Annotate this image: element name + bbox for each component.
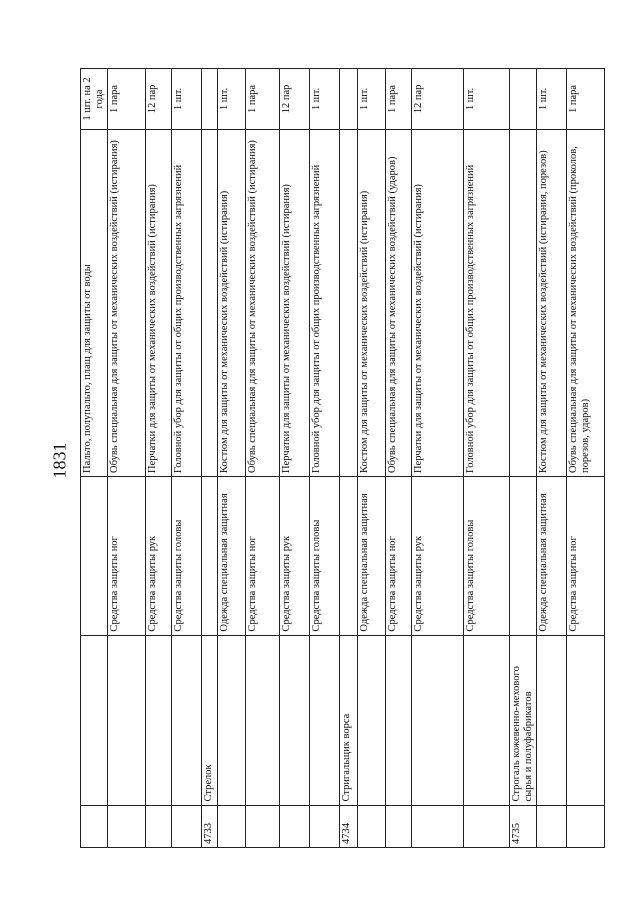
cell-profession: Стрелок xyxy=(202,635,218,805)
table-row xyxy=(310,69,340,848)
cell-quantity: 1 шт. на 2 года xyxy=(81,69,108,130)
cell-profession: Стригальщик ворса xyxy=(340,635,358,805)
table-row xyxy=(412,69,464,848)
ppe-table xyxy=(80,68,605,848)
cell-number xyxy=(81,805,108,847)
cell-number xyxy=(108,805,146,847)
cell-number xyxy=(412,805,464,847)
cell-number xyxy=(172,805,202,847)
table-row xyxy=(146,69,172,848)
cell-profession xyxy=(310,635,340,805)
cell-profession xyxy=(567,635,605,805)
cell-ppe-description: Головной убор для защиты от общих производственных загрязнений xyxy=(310,129,340,476)
cell-ppe-description: Обувь специальная для защиты от механических воздействий (истирания) xyxy=(108,129,146,476)
cell-ppe-type: Средства защиты головы xyxy=(464,476,510,635)
cell-ppe-description: Перчатки для защиты от механических воздействий (истирания) xyxy=(146,129,172,476)
cell-ppe-type: Средства защиты рук xyxy=(412,476,464,635)
cell-ppe-type: Средства защиты ног xyxy=(108,476,146,635)
cell-ppe-description: Головной убор для защиты от общих производственных загрязнений xyxy=(464,129,510,476)
cell-profession xyxy=(146,635,172,805)
cell-ppe-type xyxy=(340,476,358,635)
cell-ppe-description xyxy=(202,129,218,476)
table-row xyxy=(280,69,310,848)
cell-profession xyxy=(464,635,510,805)
cell-profession xyxy=(108,635,146,805)
cell-number: 4735 xyxy=(510,805,537,847)
cell-profession xyxy=(172,635,202,805)
cell-ppe-type: Одежда специальная защитная xyxy=(537,476,567,635)
table-row xyxy=(358,69,386,848)
cell-number: 4733 xyxy=(202,805,218,847)
page-number: 1831 xyxy=(49,442,70,478)
cell-ppe-type: Средства защиты головы xyxy=(310,476,340,635)
cell-quantity: 12 пар xyxy=(146,69,172,130)
cell-number xyxy=(537,805,567,847)
cell-quantity: 1 пара xyxy=(246,69,280,130)
cell-ppe-description: Обувь специальная для защиты от механических воздействий (истирания) xyxy=(246,129,280,476)
cell-profession xyxy=(280,635,310,805)
cell-number xyxy=(567,805,605,847)
table-row xyxy=(172,69,202,848)
cell-ppe-type: Средства защиты головы xyxy=(172,476,202,635)
cell-quantity: 12 пар xyxy=(412,69,464,130)
cell-ppe-type xyxy=(202,476,218,635)
cell-ppe-type: Средства защиты ног xyxy=(567,476,605,635)
cell-quantity xyxy=(340,69,358,130)
cell-ppe-description: Головной убор для защиты от общих производственных загрязнений xyxy=(172,129,202,476)
cell-ppe-description: Перчатки для защиты от механических воздействий (истирания) xyxy=(280,129,310,476)
cell-ppe-description xyxy=(510,129,537,476)
cell-ppe-description: Пальто, полупальто, плащ для защиты от воды xyxy=(81,129,108,476)
cell-profession xyxy=(218,635,246,805)
cell-ppe-type: Одежда специальная защитная xyxy=(218,476,246,635)
cell-quantity: 1 шт. xyxy=(310,69,340,130)
cell-profession xyxy=(537,635,567,805)
rotated-table-wrapper xyxy=(80,68,630,848)
cell-ppe-description: Обувь специальная для защиты от механических воздействий (ударов) xyxy=(386,129,412,476)
cell-quantity xyxy=(202,69,218,130)
cell-ppe-type: Средства защиты рук xyxy=(146,476,172,635)
cell-ppe-type: Средства защиты ног xyxy=(386,476,412,635)
cell-number xyxy=(146,805,172,847)
cell-quantity: 1 пара xyxy=(386,69,412,130)
table-row xyxy=(510,69,537,848)
table-row xyxy=(464,69,510,848)
table-row xyxy=(218,69,246,848)
table-row xyxy=(108,69,146,848)
cell-number xyxy=(358,805,386,847)
cell-ppe-description: Обувь специальная для защиты от механических воздействий (проколов, порезов, ударов) xyxy=(567,129,605,476)
cell-profession xyxy=(81,635,108,805)
cell-ppe-description: Перчатки для защиты от механических воздействий (истирания) xyxy=(412,129,464,476)
cell-quantity: 1 пара xyxy=(108,69,146,130)
cell-profession: Строгаль кожевенно-мехового сырья и полуфабрикатов xyxy=(510,635,537,805)
cell-ppe-description: Костюм для защиты от механических воздействий (истирания) xyxy=(358,129,386,476)
table-row xyxy=(81,69,108,848)
cell-ppe-type: Средства защиты ног xyxy=(246,476,280,635)
cell-ppe-type xyxy=(510,476,537,635)
cell-ppe-type: Одежда специальная защитная xyxy=(358,476,386,635)
table-row xyxy=(386,69,412,848)
cell-quantity xyxy=(510,69,537,130)
table-row xyxy=(202,69,218,848)
table-row xyxy=(340,69,358,848)
cell-number: 4734 xyxy=(340,805,358,847)
cell-number xyxy=(280,805,310,847)
cell-number xyxy=(386,805,412,847)
cell-profession xyxy=(386,635,412,805)
cell-profession xyxy=(358,635,386,805)
cell-quantity: 1 шт. xyxy=(218,69,246,130)
table-row xyxy=(537,69,567,848)
cell-ppe-description xyxy=(340,129,358,476)
cell-profession xyxy=(246,635,280,805)
table-row xyxy=(567,69,605,848)
cell-number xyxy=(464,805,510,847)
cell-quantity: 1 шт. xyxy=(358,69,386,130)
cell-quantity: 1 шт. xyxy=(537,69,567,130)
cell-ppe-description: Костюм для защиты от механических воздействий (истирания) xyxy=(218,129,246,476)
ppe-table-body xyxy=(81,69,605,848)
cell-quantity: 1 шт. xyxy=(464,69,510,130)
cell-ppe-description: Костюм для защиты от механических воздействий (истирания, порезов) xyxy=(537,129,567,476)
cell-number xyxy=(218,805,246,847)
cell-quantity: 12 пар xyxy=(280,69,310,130)
cell-quantity: 1 шт. xyxy=(172,69,202,130)
cell-profession xyxy=(412,635,464,805)
cell-quantity: 1 пара xyxy=(567,69,605,130)
cell-number xyxy=(310,805,340,847)
cell-ppe-type xyxy=(81,476,108,635)
cell-number xyxy=(246,805,280,847)
table-row xyxy=(246,69,280,848)
cell-ppe-type: Средства защиты рук xyxy=(280,476,310,635)
